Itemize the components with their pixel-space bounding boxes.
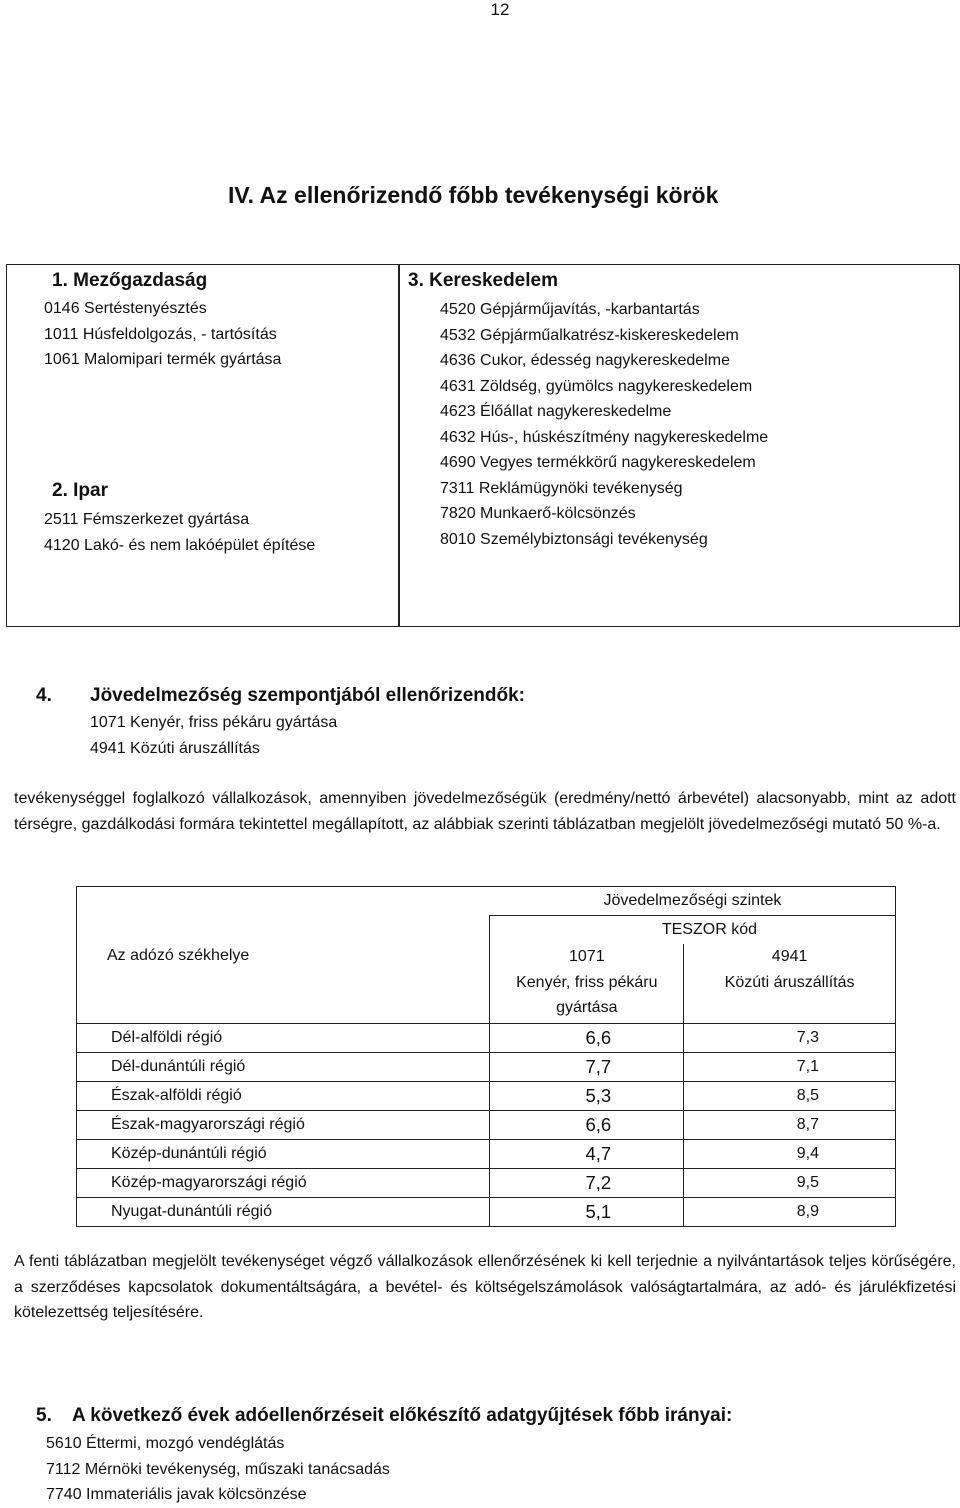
- header-col1: [490, 944, 684, 1023]
- list-item: 1061 Malomipari termék gyártása: [44, 351, 282, 368]
- value-1071-cell: 6,6: [490, 1110, 684, 1139]
- table-row: [77, 1110, 896, 1139]
- section5-title: A következő évek adóellenőrzéseit előkészítő adatgyűjtések főbb irányai:: [72, 1405, 733, 1426]
- section4-paragraph: tevékenységgel foglalkozó vállalkozások, amennyiben jövedelmezőségük (eredmény/nettó árbevétel) alacsonyabb, mint az adott térségre, gazdálkodási formára tekintettel megállapított, az alábbiak szerinti táblázatban megjelölt jövedelmezőségi mutató 50 %-a.: [14, 790, 956, 833]
- list-item: 7820 Munkaerő-kölcsönzés: [440, 505, 636, 522]
- list-item: 7740 Immateriális javak kölcsönzése: [46, 1486, 307, 1503]
- list-item: 2511 Fémszerkezet gyártása: [44, 511, 250, 528]
- value-1071-cell: 5,3: [490, 1081, 684, 1110]
- section1-title: 1. Mezőgazdaság: [52, 270, 208, 291]
- region-cell: Közép-dunántúli régió: [77, 1139, 490, 1168]
- list-item: 4632 Hús-, húskészítmény nagykereskedelme: [440, 428, 769, 446]
- value-4941-cell: 7,3: [684, 1023, 896, 1052]
- page-title: IV. Az ellenőrizendő főbb tevékenységi körök: [228, 182, 719, 208]
- col2-name: Közúti áruszállítás: [724, 973, 855, 991]
- region-cell: Dél-alföldi régió: [77, 1023, 490, 1052]
- page-number: 12: [490, 0, 510, 19]
- section4-title: Jövedelmezőség szempontjából ellenőrizendők:: [90, 685, 525, 706]
- section1-list: [44, 296, 281, 373]
- region-cell: Észak-alföldi régió: [77, 1081, 490, 1110]
- table-row: [77, 1023, 896, 1052]
- value-4941-cell: 9,4: [684, 1139, 896, 1168]
- list-item: 4532 Gépjárműalkatrész-kiskereskedelem: [440, 326, 739, 344]
- table-row: [77, 1197, 896, 1226]
- list-item: 7311 Reklámügynöki tevékenység: [440, 479, 683, 497]
- list-item: 4636 Cukor, édesség nagykereskedelme: [440, 352, 730, 369]
- section3-title: 3. Kereskedelem: [408, 270, 558, 291]
- header-col2: [684, 944, 896, 1023]
- list-item: 4631 Zöldség, gyümölcs nagykereskedelem: [440, 377, 753, 395]
- col1-code: 1071: [569, 948, 605, 965]
- list-item: 1011 Húsfeldolgozás, - tartósítás: [44, 325, 277, 343]
- after-table-paragraph: A fenti táblázatban megjelölt tevékenységet végző vállalkozások ellenőrzésének ki kell terjednie a nyilvántartások teljes körűségére, a szerződéses kapcsolatok dokumentáltságára, a bevétel- és költségelszámolások valóságtartalmára, az adó- és járulékfizetési kötelezettség teljesítésére.: [14, 1253, 956, 1321]
- region-cell: Dél-dunántúli régió: [77, 1052, 490, 1081]
- list-item: 0146 Sertéstenyésztés: [44, 300, 207, 317]
- region-cell: Nyugat-dunántúli régió: [77, 1197, 490, 1226]
- section5-number: 5.: [36, 1405, 52, 1426]
- section2-list: [44, 507, 315, 558]
- list-item: 4941 Közúti áruszállítás: [90, 739, 260, 757]
- value-4941-cell: 8,5: [684, 1081, 896, 1110]
- list-item: 4690 Vegyes termékkörű nagykereskedelem: [440, 454, 756, 471]
- section3-list: [440, 297, 768, 552]
- list-item: 5610 Éttermi, mozgó vendéglátás: [46, 1435, 285, 1452]
- table-row: [77, 1168, 896, 1197]
- col2-code: 4941: [771, 948, 808, 965]
- col1-name: Kenyér, friss pékáru gyártása: [516, 973, 658, 1016]
- list-item: 7112 Mérnöki tevékenység, műszaki tanácsadás: [46, 1460, 390, 1478]
- value-1071-cell: 7,2: [490, 1168, 684, 1197]
- table-row: [77, 1081, 896, 1110]
- value-4941-cell: 8,7: [684, 1110, 896, 1139]
- list-item: 1071 Kenyér, friss pékáru gyártása: [90, 714, 338, 731]
- value-4941-cell: 8,9: [684, 1197, 896, 1226]
- section4-list: [90, 710, 337, 761]
- value-4941-cell: 7,1: [684, 1052, 896, 1081]
- header-teszor: TESZOR kód: [490, 916, 896, 945]
- region-cell: Észak-magyarországi régió: [77, 1110, 490, 1139]
- value-1071-cell: 6,6: [490, 1023, 684, 1052]
- header-levels: Jövedelmezőségi szintek: [490, 887, 896, 916]
- section4-number: 4.: [36, 685, 52, 706]
- list-item: 4520 Gépjárműjavítás, -karbantartás: [440, 301, 700, 318]
- value-1071-cell: 5,1: [490, 1197, 684, 1226]
- section2-title: 2. Ipar: [52, 480, 108, 501]
- table-row: [77, 1139, 896, 1168]
- value-1071-cell: 4,7: [490, 1139, 684, 1168]
- header-seat: Az adózó székhelye: [77, 944, 490, 1023]
- table-row: [77, 1052, 896, 1081]
- list-item: 4623 Élőállat nagykereskedelme: [440, 403, 672, 420]
- list-item: 8010 Személybiztonsági tevékenység: [440, 530, 708, 548]
- list-item: 4120 Lakó- és nem lakóépület építése: [44, 536, 316, 554]
- profitability-table: [76, 886, 896, 1227]
- table-corner: [77, 887, 490, 945]
- value-4941-cell: 9,5: [684, 1168, 896, 1197]
- region-cell: Közép-magyarországi régió: [77, 1168, 490, 1197]
- value-1071-cell: 7,7: [490, 1052, 684, 1081]
- section5-list: [46, 1431, 390, 1508]
